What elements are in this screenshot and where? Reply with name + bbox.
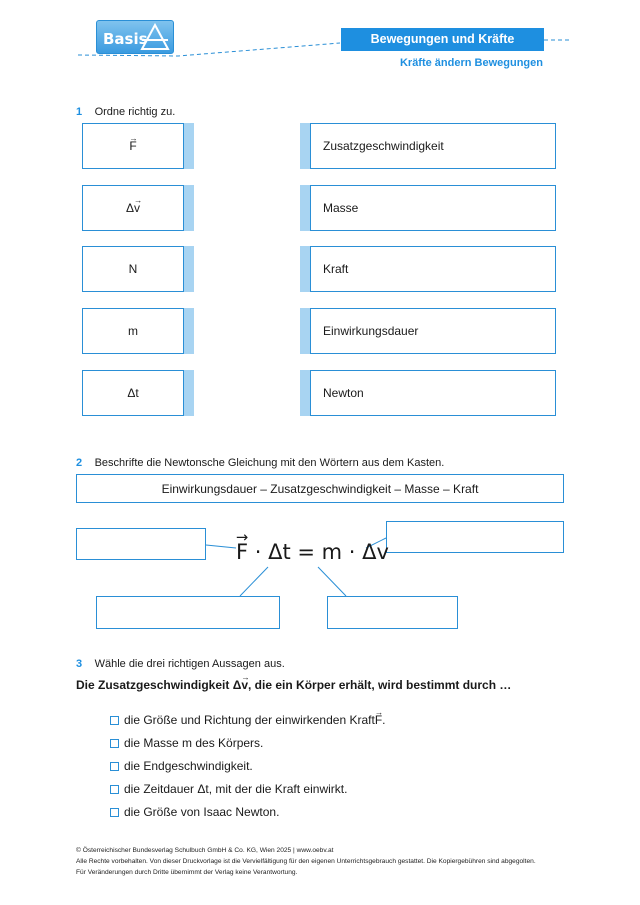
answer-field-right[interactable]: [386, 521, 564, 553]
task3-number: 3: [76, 658, 83, 670]
footer-copyright: © Österreichischer Bundesverlag Schulbuch GmbH & Co. KG, Wien 2025 | www.oebv.at: [76, 847, 334, 854]
right-connector-tab[interactable]: [300, 185, 310, 231]
meaning-box: Newton: [310, 370, 556, 416]
right-connector-tab[interactable]: [300, 308, 310, 354]
triangle-logo-icon: [140, 23, 170, 51]
newton-equation: [236, 540, 389, 564]
task2-instruction: Beschrifte die Newtonsche Gleichung mit den Wörtern aus dem Kasten.: [94, 457, 445, 469]
answer-field-bottom-right[interactable]: [327, 596, 458, 629]
right-connector-tab[interactable]: [300, 370, 310, 416]
option-item[interactable]: [110, 805, 279, 819]
task1-heading: [76, 102, 175, 120]
word-box: Einwirkungsdauer – Zusatzgeschwindigkeit – Masse – Kraft: [76, 474, 564, 503]
term-symbol: m: [128, 324, 138, 338]
option-item[interactable]: [110, 782, 347, 796]
term-symbol: Δt: [127, 386, 139, 400]
task3-heading: [76, 654, 285, 672]
question-prefix: Die Zusatzgeschwindigkeit Δ: [76, 678, 242, 692]
term-box: [82, 123, 184, 169]
option-text: die Größe von Isaac Newton.: [124, 805, 280, 819]
checkbox[interactable]: [110, 739, 119, 748]
checkbox[interactable]: [110, 762, 119, 771]
task1-number: 1: [76, 106, 83, 118]
option-item[interactable]: [110, 759, 253, 773]
option-end: .: [382, 713, 386, 727]
option-text: die Zeitdauer Δt, mit der die Kraft einwirkt.: [124, 782, 348, 796]
page-subtitle: Kräfte ändern Bewegungen: [399, 57, 543, 69]
logo-text: Basis: [103, 30, 148, 48]
left-connector-tab[interactable]: [184, 185, 194, 231]
equation-rest: · Δt = m · Δv: [248, 540, 389, 564]
term-box: [82, 246, 184, 292]
meaning-box: Einwirkungsdauer: [310, 308, 556, 354]
term-box: [82, 370, 184, 416]
equation-force-vector: → F: [236, 540, 248, 564]
meaning-box: Zusatzgeschwindigkeit: [310, 123, 556, 169]
left-connector-tab[interactable]: [184, 370, 194, 416]
term-prefix: Δ: [125, 201, 134, 215]
task1-instruction: Ordne richtig zu.: [94, 106, 176, 118]
option-text: die Masse m des Körpers.: [124, 736, 264, 750]
term-box: [82, 308, 184, 354]
task2-number: 2: [76, 457, 83, 469]
right-connector-tab[interactable]: [300, 123, 310, 169]
answer-field-bottom-left[interactable]: [96, 596, 280, 629]
task2-heading: [76, 453, 444, 471]
option-text: die Größe und Richtung der einwirkenden Kraft: [124, 713, 375, 727]
page-title: Bewegungen und Kräfte: [341, 28, 544, 51]
task3-question: [76, 678, 511, 692]
meaning-box: Masse: [310, 185, 556, 231]
checkbox[interactable]: [110, 785, 119, 794]
term-symbol: → v: [134, 201, 140, 215]
task3-instruction: Wähle die drei richtigen Aussagen aus.: [94, 658, 285, 670]
footer-rights: Alle Rechte vorbehalten. Von dieser Druckvorlage ist die Vervielfältigung für den eigenen Unterrichtsgebrauch gestattet. Die Kopiergebühren sind abgegolten.: [76, 858, 536, 865]
checkbox[interactable]: [110, 808, 119, 817]
term-symbol: N: [128, 262, 138, 276]
left-connector-tab[interactable]: [184, 123, 194, 169]
left-connector-tab[interactable]: [184, 308, 194, 354]
footer-disclaimer: Für Veränderungen durch Dritte übernimmt der Verlag keine Verantwortung.: [76, 869, 298, 876]
question-vector-v: → v: [241, 678, 248, 692]
option-vector: → F: [375, 713, 382, 727]
option-item[interactable]: [110, 736, 263, 750]
basis-logo: [96, 20, 174, 54]
left-connector-tab[interactable]: [184, 246, 194, 292]
right-connector-tab[interactable]: [300, 246, 310, 292]
meaning-box: Kraft: [310, 246, 556, 292]
term-box: [82, 185, 184, 231]
option-item[interactable]: [110, 713, 386, 727]
answer-field-left[interactable]: [76, 528, 206, 560]
question-suffix: , die ein Körper erhält, wird bestimmt durch …: [248, 678, 512, 692]
term-symbol: → F: [129, 139, 136, 153]
checkbox[interactable]: [110, 716, 119, 725]
option-text: die Endgeschwindigkeit.: [124, 759, 253, 773]
